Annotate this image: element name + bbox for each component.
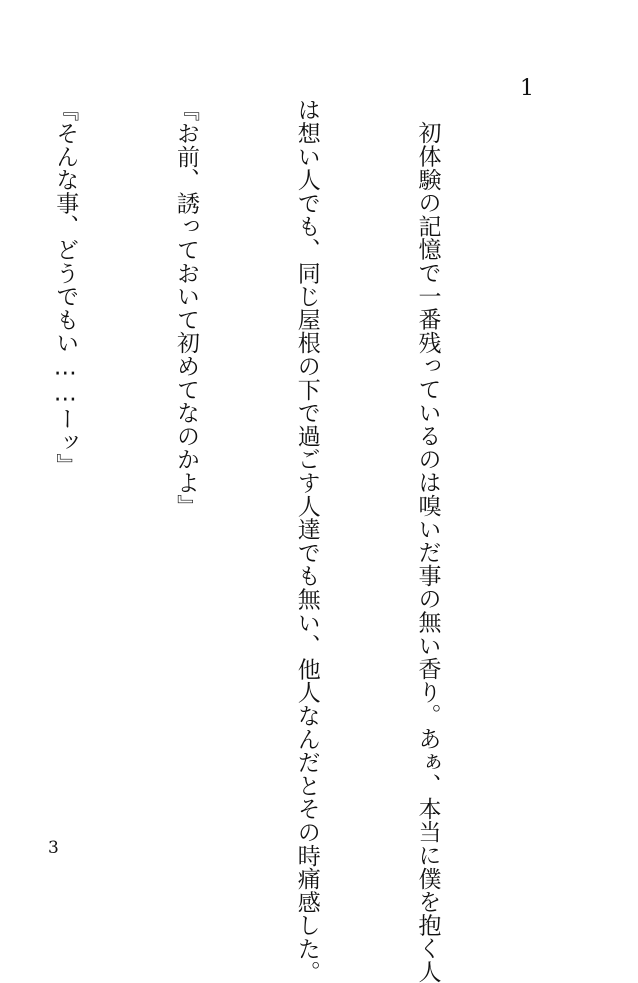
- text-line-1: 初体験の記憶で一番残っているのは嗅いだ事の無い香り。あぁ、本当に僕を抱く人: [414, 121, 441, 983]
- page-number: 3: [48, 838, 59, 858]
- chapter-number: 1: [520, 76, 534, 101]
- text-line-2: は想い人でも、同じ屋根の下で過ごす人達でも無い、他人なんだとその時痛感した。: [293, 98, 320, 983]
- text-line-4: 『そんな事、どうでもい……ーッ』: [52, 98, 79, 477]
- body-text: [0, 98, 528, 983]
- text-line-3: 『お前、誘っておいて初めてなのかよ』: [173, 98, 199, 518]
